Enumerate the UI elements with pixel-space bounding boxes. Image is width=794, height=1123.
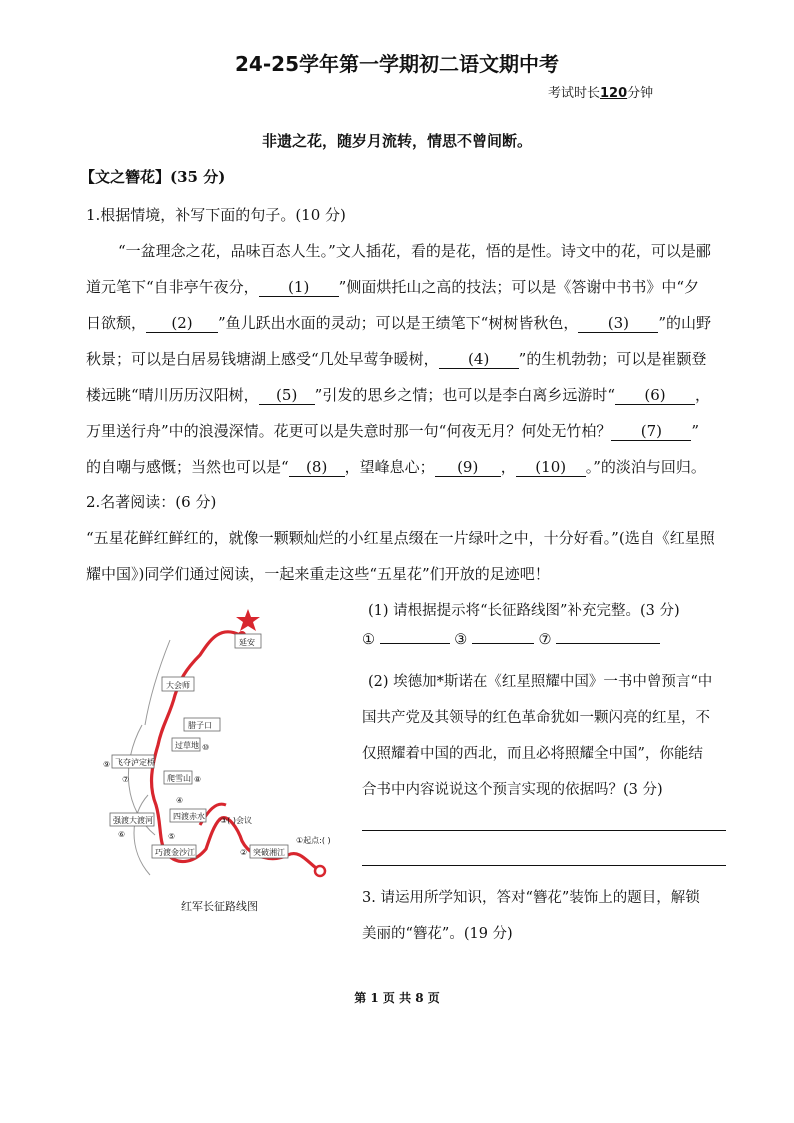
exam-title: 24-25学年第一学期初二语文期中考 [235,52,559,76]
long-march-map [100,605,350,895]
label-huiyi: ③( )会议 [220,816,252,825]
label-paxueshan: 爬雪山 [167,774,191,783]
duration-prefix: 考试时长 [548,86,601,101]
exam-duration [548,82,653,101]
answer-line-2[interactable] [362,865,726,866]
num-5: ⑤ [168,832,176,841]
label-qidian: ①起点:( ) [296,836,331,845]
q1-text: 楼远眺“晴川历历汉阳树， [86,386,259,404]
q1-text: 万里送行舟”中的浪漫深情。花更可以是失意时那一句“何夜无月？何处无竹柏？ [86,422,612,440]
blank-3[interactable]: (3) [578,314,658,333]
q3-line2: 美丽的“簪花”。(19 分) [362,926,513,942]
q1-line6 [86,420,699,441]
blank-10[interactable]: (10) [516,458,586,477]
q1-text: ， [500,458,516,476]
label-lazikou: 腊子口 [188,721,212,730]
q2-sub2-line3: 仅照耀着中国的西北，而且必将照耀全中国”，你能结 [362,746,703,762]
map-caption: 红军长征路线图 [181,900,258,913]
num-2: ② [240,848,248,857]
q1-text: ，望峰息心； [344,458,435,476]
q2-heading: 2.名著阅读：(6 分) [86,493,217,511]
num-6: ⑥ [118,830,126,839]
q2-sub2-line4: 合书中内容说说这个预言实现的依据吗？(3 分) [362,782,663,798]
q1-text: ”引发的思乡之情；也可以是李白离乡远游时“ [314,386,616,404]
answer-mark-3: ③ [454,632,468,648]
label-sidu: 四渡赤水 [173,812,205,821]
blank-7[interactable]: (7) [611,422,691,441]
q1-text: 。”的淡泊与回归。 [585,458,706,476]
answer-mark-1: ① [362,632,375,648]
q2-sub1-answer-row [362,632,660,648]
page-number: 第 1 页 共 8 页 [354,991,440,1005]
section-heading: 【文之簪花】(35 分) [80,168,226,186]
q1-text: ”的生机勃勃；可以是崔颢登 [518,350,707,368]
q1-text: ， [695,386,711,404]
q1-text: 秋景；可以是白居易钱塘湖上感受“几处早莺争暖树， [86,350,439,368]
q1-text: ”鱼儿跃出水面的灵动；可以是王绩笔下“树树皆秋色， [218,314,579,332]
label-qiaodu: 巧渡金沙江 [155,848,195,857]
duration-suffix: 分钟 [627,86,654,101]
answer-blank-1[interactable] [380,643,450,644]
q1-line4 [86,348,706,369]
num-8: ⑧ [194,775,202,784]
q1-text: 日欲颓， [86,314,147,332]
num-4: ④ [176,796,184,805]
q1-heading: 1.根据情境，补写下面的句子。(10 分) [86,206,346,224]
answer-line-1[interactable] [362,830,726,831]
q2-sub2-line1: (2) 埃德加*斯诺在《红星照耀中国》一书中曾预言“中 [368,674,713,690]
q2-para-line2: 耀中国》)同学们通过阅读，一起来重走这些“五星花”们开放的足迹吧！ [86,565,550,583]
label-feidu: 飞夺泸定桥 [115,758,155,767]
q1-line7 [86,456,706,477]
label-yanan: 延安 [239,638,255,647]
duration-value: 120 [600,86,628,101]
blank-8[interactable]: (8) [289,458,345,477]
label-guocaodi: 过草地 [175,741,199,750]
num-7: ⑦ [122,775,130,784]
label-tupo: 突破湘江 [253,848,285,857]
answer-blank-3[interactable] [472,643,534,644]
q2-para-line1: “五星花鲜红鲜红的，就像一颗颗灿烂的小红星点缀在一片绿叶之中，十分好看。”(选自《红星照 [86,529,715,547]
q1-text: 道元笔下“自非亭午夜分， [86,278,259,296]
num-9: ⑨ [103,760,111,769]
label-dahuizhi: 大会师 [166,681,190,690]
blank-1[interactable]: (1) [259,278,339,297]
q2-sub1: (1) 请根据提示将“长征路线图”补充完整。(3 分) [368,603,680,619]
q1-line1: “一盆理念之花，品味百态人生。”文人插花，看的是花，悟的是性。诗文中的花，可以是郦 [118,242,711,260]
blank-9[interactable]: (9) [435,458,501,477]
q3-line1: 3. 请运用所学知识，答对“簪花”装饰上的题目，解锁 [362,890,700,906]
answer-blank-7[interactable] [556,643,660,644]
yanan-star-icon [236,609,260,631]
blank-6[interactable]: (6) [615,386,695,405]
q1-text: ”侧面烘托山之高的技法；可以是《答谢中书书》中“夕 [338,278,700,296]
q1-text: 的自嘲与感慨；当然也可以是“ [86,458,289,476]
blank-4[interactable]: (4) [439,350,519,369]
q2-sub2-line2: 国共产党及其领导的红色革命犹如一颗闪亮的红星，不 [362,710,710,726]
q1-text: ” [691,422,700,440]
q1-line3 [86,312,711,333]
blank-5[interactable]: (5) [259,386,315,405]
blank-2[interactable]: (2) [146,314,218,333]
label-qiangdu: 强渡大渡河 [113,816,153,825]
motto: 非遗之花，随岁月流转，情思不曾间断。 [261,132,532,150]
end-dot [315,866,325,876]
q1-line2 [86,276,699,297]
answer-mark-7: ⑦ [538,632,552,648]
q1-text: ”的山野 [658,314,712,332]
num-10: ⑩ [202,743,210,752]
q1-line5 [86,384,710,405]
